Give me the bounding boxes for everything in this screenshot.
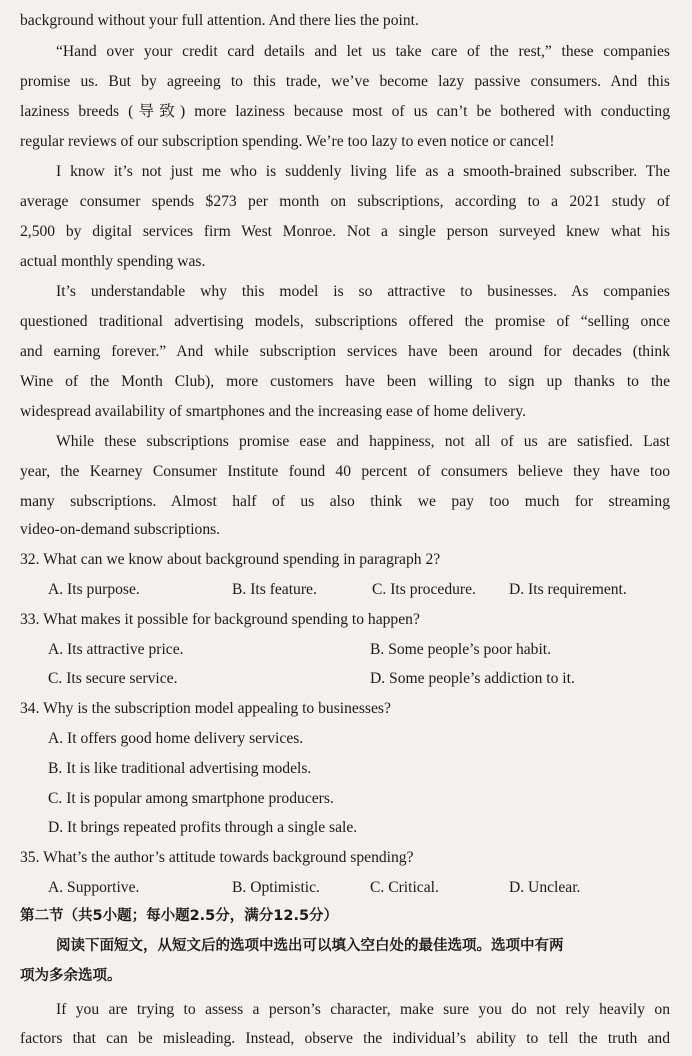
paragraph-line: and earning forever.” And while subscription services have been around for decades (think <box>20 343 670 360</box>
option-c: C. Critical. <box>370 879 439 896</box>
option-d: D. Its requirement. <box>509 581 627 598</box>
option-b: B. Optimistic. <box>232 879 320 896</box>
paragraph-line: year, the Kearney Consumer Institute found 40 percent of consumers believe they have too <box>20 463 670 480</box>
paragraph-line: questioned traditional advertising models, subscriptions offered the promise of “selling once <box>20 313 670 330</box>
paragraph-line: If you are trying to assess a person’s character, make sure you do not rely heavily on <box>56 1001 670 1018</box>
option-c: C. Its secure service. <box>48 670 178 687</box>
question-stem: 35. What’s the author’s attitude towards background spending? <box>20 849 414 866</box>
question-stem: 34. Why is the subscription model appealing to businesses? <box>20 700 391 717</box>
paragraph-line: “Hand over your credit card details and let us take care of the rest,” these companies <box>56 43 670 60</box>
question-stem: 33. What makes it possible for background spending to happen? <box>20 611 420 628</box>
option-a: A. Its attractive price. <box>48 641 184 658</box>
option-a: A. It offers good home delivery services. <box>48 730 304 747</box>
paragraph-line: It’s understandable why this model is so attractive to businesses. As companies <box>56 283 670 300</box>
paragraph-line: widespread availability of smartphones and the increasing ease of home delivery. <box>20 403 527 420</box>
paragraph-line: many subscriptions. Almost half of us also think we pay too much for streaming <box>20 493 670 510</box>
paragraph-line: laziness breeds (导致) more laziness because most of us can’t be bothered with conducting <box>20 103 670 120</box>
option-c: C. Its procedure. <box>372 581 476 598</box>
instruction-line: 项为多余选项。 <box>20 968 122 984</box>
paragraph-line: regular reviews of our subscription spending. We’re too lazy to even notice or cancel! <box>20 133 555 150</box>
option-d: D. Some people’s addiction to it. <box>370 670 575 687</box>
section-heading: 第二节（共5小题；每小题2.5分，满分12.5分） <box>20 908 339 924</box>
option-d: D. Unclear. <box>509 879 581 896</box>
paragraph-line: factors that can be misleading. Instead, observe the individual’s ability to tell the truth and <box>20 1030 670 1047</box>
option-a: A. Its purpose. <box>48 581 140 598</box>
question-stem: 32. What can we know about background spending in paragraph 2? <box>20 551 441 568</box>
paragraph-line: actual monthly spending was. <box>20 253 206 270</box>
paragraph-line: While these subscriptions promise ease and happiness, not all of us are satisfied. Last <box>56 433 670 450</box>
option-b: B. Some people’s poor habit. <box>370 641 552 658</box>
paragraph-line: 2,500 by digital services firm West Monroe. Not a single person surveyed knew what his <box>20 223 670 240</box>
paragraph-line: Wine of the Month Club), more customers have been willing to sign up thanks to the <box>20 373 670 390</box>
paragraph-line: video-on-demand subscriptions. <box>20 521 221 538</box>
option-d: D. It brings repeated profits through a single sale. <box>48 819 358 836</box>
option-c: C. It is popular among smartphone producers. <box>48 790 334 807</box>
option-b: B. It is like traditional advertising models. <box>48 760 312 777</box>
paragraph-line: promise us. But by agreeing to this trade, we’ve become lazy passive consumers. And this <box>20 73 670 90</box>
paragraph-line: background without your full attention. And there lies the point. <box>20 12 419 29</box>
option-a: A. Supportive. <box>48 879 140 896</box>
instruction-line: 阅读下面短文，从短文后的选项中选出可以填入空白处的最佳选项。选项中有两 <box>56 938 564 954</box>
option-b: B. Its feature. <box>232 581 317 598</box>
paragraph-line: average consumer spends $273 per month on subscriptions, according to a 2021 study of <box>20 193 670 210</box>
paragraph-line: I know it’s not just me who is suddenly living life as a smooth-brained subscriber. The <box>56 163 670 180</box>
